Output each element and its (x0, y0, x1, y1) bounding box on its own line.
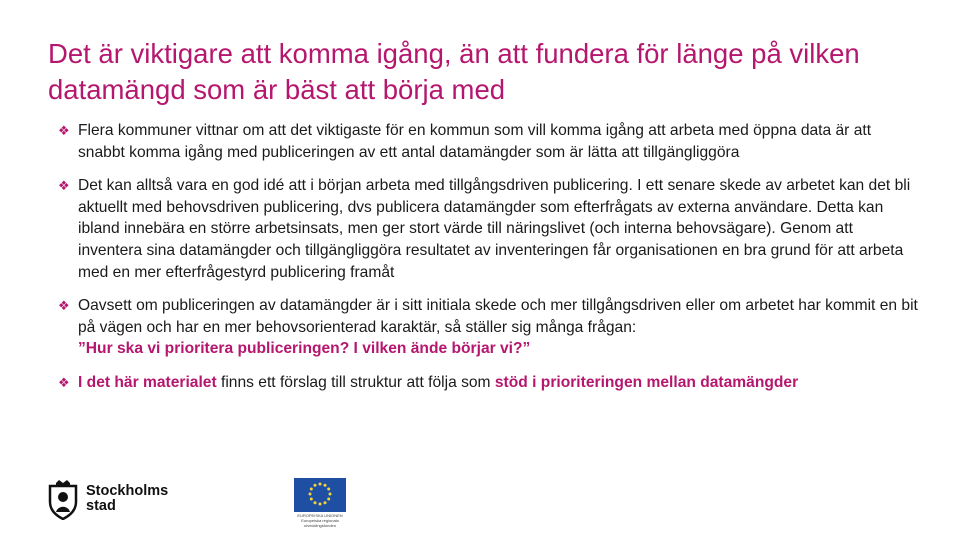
diamond-bullet-icon: ❖ (58, 123, 70, 138)
bullet-body: finns ett förslag till struktur att följa som (216, 373, 495, 391)
bullet-item (58, 175, 918, 283)
eu-flag-icon (294, 478, 346, 512)
bullet-item (58, 295, 918, 360)
bullet-text (78, 372, 918, 394)
bullet-body: Oavsett om publiceringen av datamängder är i sitt initiala skede och mer tillgångsdriven eller om arbetet har kommit en bit på vägen och har en mer behovsorienterad karaktär, så ställer sig många frågan: (78, 297, 918, 336)
footer-logos (48, 476, 368, 532)
logo-line-1: Stockholms (86, 483, 169, 499)
bullet-text: Det kan alltså vara en god idé att i början arbeta med tillgångsdriven publicering. I ett senare skede av arbetet kan det bli aktuellt med behovsdriven publicering, dvs publicera datamängder som efterfrågats av externa användare. Detta kan ibland innebära en större arbetsinsats, men ger stort värde till näringslivet (och interna behovsägare). Genom att inventera sina datamängder och tillgängliggöra resultatet av inventeringen får organisationen en bra grund för att arbeta med en mer efterfrågestyrd publicering framåt (78, 177, 911, 281)
stockholm-crest-icon (48, 480, 78, 520)
diamond-bullet-icon: ❖ (58, 298, 70, 314)
diamond-bullet-icon: ❖ (58, 178, 70, 194)
eu-caption-line: utvecklingsfonden (303, 523, 337, 528)
eu-caption-line: Europeiska regionala (301, 518, 339, 523)
bullet-item (58, 372, 918, 394)
eu-logo (294, 478, 346, 528)
bullet-text (78, 295, 918, 360)
highlight-material: I det här materialet (78, 373, 217, 391)
key-question: ”Hur ska vi prioritera publiceringen? I vilken ände börjar vi?” (78, 340, 531, 358)
bullet-item (58, 120, 918, 163)
bullet-list (58, 120, 918, 406)
stockholm-logo-text (86, 484, 168, 514)
diamond-bullet-icon: ❖ (58, 374, 70, 390)
eu-caption (294, 513, 346, 528)
bullet-text: Flera kommuner vittnar om att det viktigaste för en kommun som vill komma igång att arbeta med öppna data är att snabbt komma igång med publiceringen av ett antal datamängder som är lätta att tillgängliggöra (78, 122, 872, 161)
page-title: Det är viktigare att komma igång, än att fundera för länge på vilken datamängd som är bäst att börja med (48, 38, 860, 105)
highlight-support: stöd i prioriteringen mellan datamängder (494, 373, 799, 391)
eu-caption-line: EUROPEISKA UNIONEN (297, 513, 343, 518)
logo-line-2: stad (86, 498, 116, 514)
